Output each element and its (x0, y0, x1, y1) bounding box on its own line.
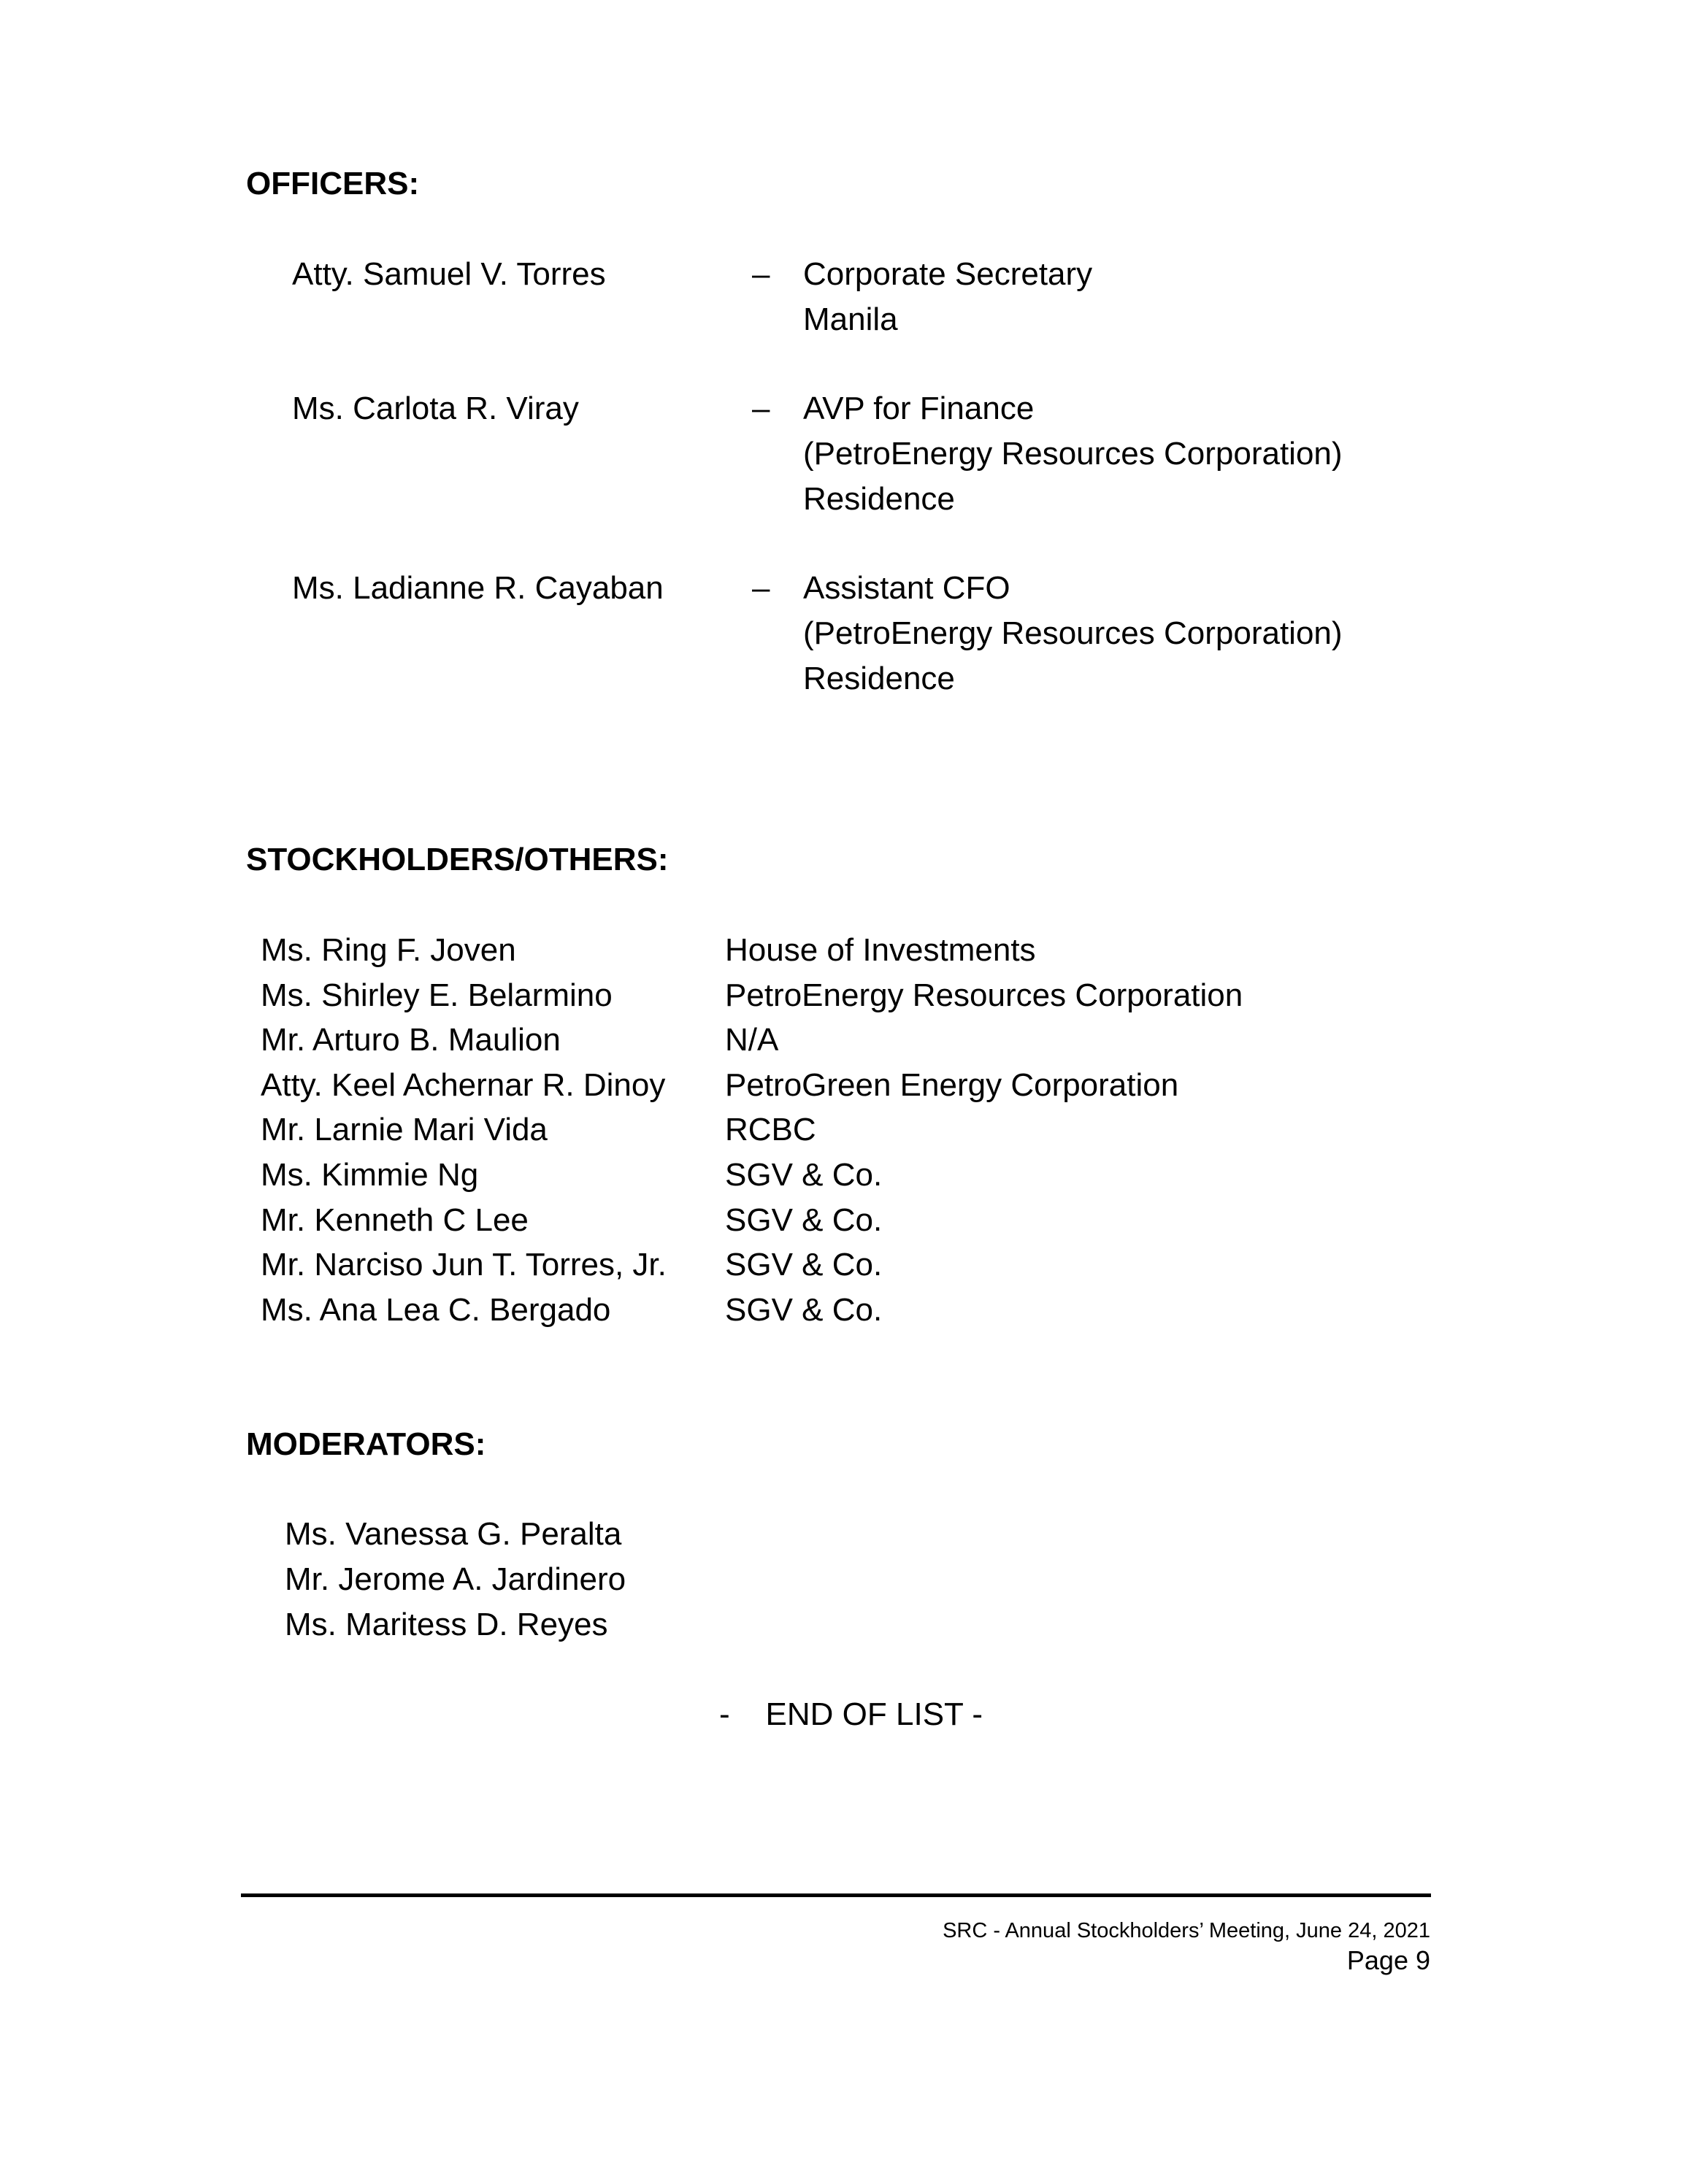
stockholder-org: SGV & Co. (725, 1247, 883, 1283)
officers-heading: OFFICERS: (246, 166, 420, 201)
stockholder-org: SGV & Co. (725, 1202, 883, 1238)
stockholders-heading: STOCKHOLDERS/OTHERS: (246, 842, 669, 877)
officer-name: Atty. Samuel V. Torres (292, 256, 606, 292)
stockholder-row (261, 1021, 1356, 1066)
moderator-name: Ms. Vanessa G. Peralta (285, 1516, 622, 1552)
stockholder-name: Mr. Kenneth C Lee (261, 1202, 529, 1238)
officer-role-line: Residence (803, 481, 955, 517)
stockholder-name: Mr. Narciso Jun T. Torres, Jr. (261, 1247, 667, 1283)
end-of-list-marker: - END OF LIST - (719, 1696, 983, 1732)
stockholder-row (261, 1246, 1356, 1291)
officer-role (803, 255, 1092, 346)
footer-page-number: Page 9 (1346, 1945, 1430, 1975)
officer-role (803, 390, 1343, 526)
officer-role-line: Residence (803, 661, 955, 696)
footer-divider (241, 1893, 1431, 1897)
stockholder-org: PetroEnergy Resources Corporation (725, 977, 1243, 1013)
officer-role-line: AVP for Finance (803, 391, 1035, 426)
stockholder-org: SGV & Co. (725, 1292, 883, 1328)
officer-role-line: Assistant CFO (803, 570, 1010, 606)
officer-dash: – (752, 391, 770, 426)
stockholder-org: SGV & Co. (725, 1157, 883, 1193)
moderator-name: Mr. Jerome A. Jardinero (285, 1561, 626, 1597)
stockholder-name: Ms. Kimmie Ng (261, 1157, 479, 1193)
moderators-heading: MODERATORS: (246, 1426, 486, 1462)
moderator-name: Ms. Maritess D. Reyes (285, 1607, 608, 1642)
stockholder-row (261, 931, 1356, 977)
stockholder-row (261, 1111, 1356, 1156)
stockholder-row (261, 1156, 1356, 1201)
stockholder-org: PetroGreen Energy Corporation (725, 1067, 1179, 1103)
stockholder-name: Ms. Ana Lea C. Bergado (261, 1292, 611, 1328)
stockholder-org: House of Investments (725, 932, 1036, 968)
stockholder-row (261, 977, 1356, 1022)
stockholder-name: Atty. Keel Achernar R. Dinoy (261, 1067, 666, 1103)
footer-meeting-title: SRC - Annual Stockholders’ Meeting, June 24, 2021 (943, 1919, 1430, 1942)
officer-role-line: Corporate Secretary (803, 256, 1093, 292)
officer-name: Ms. Ladianne R. Cayaban (292, 570, 664, 606)
stockholder-row (261, 1066, 1356, 1112)
officer-dash: – (752, 570, 770, 606)
officer-role-line: Manila (803, 301, 898, 337)
officer-role-line: (PetroEnergy Resources Corporation) (803, 615, 1343, 651)
stockholder-name: Mr. Arturo B. Maulion (261, 1022, 561, 1058)
stockholder-name: Ms. Shirley E. Belarmino (261, 977, 613, 1013)
stockholder-name: Ms. Ring F. Joven (261, 932, 516, 968)
stockholder-row (261, 1291, 1356, 1337)
officer-name: Ms. Carlota R. Viray (292, 391, 579, 426)
officer-role (803, 569, 1343, 705)
officer-role-line: (PetroEnergy Resources Corporation) (803, 436, 1343, 472)
stockholder-org: N/A (725, 1022, 779, 1058)
stockholder-name: Mr. Larnie Mari Vida (261, 1112, 548, 1147)
stockholder-row (261, 1201, 1356, 1247)
officer-dash: – (752, 256, 770, 292)
stockholder-org: RCBC (725, 1112, 816, 1147)
